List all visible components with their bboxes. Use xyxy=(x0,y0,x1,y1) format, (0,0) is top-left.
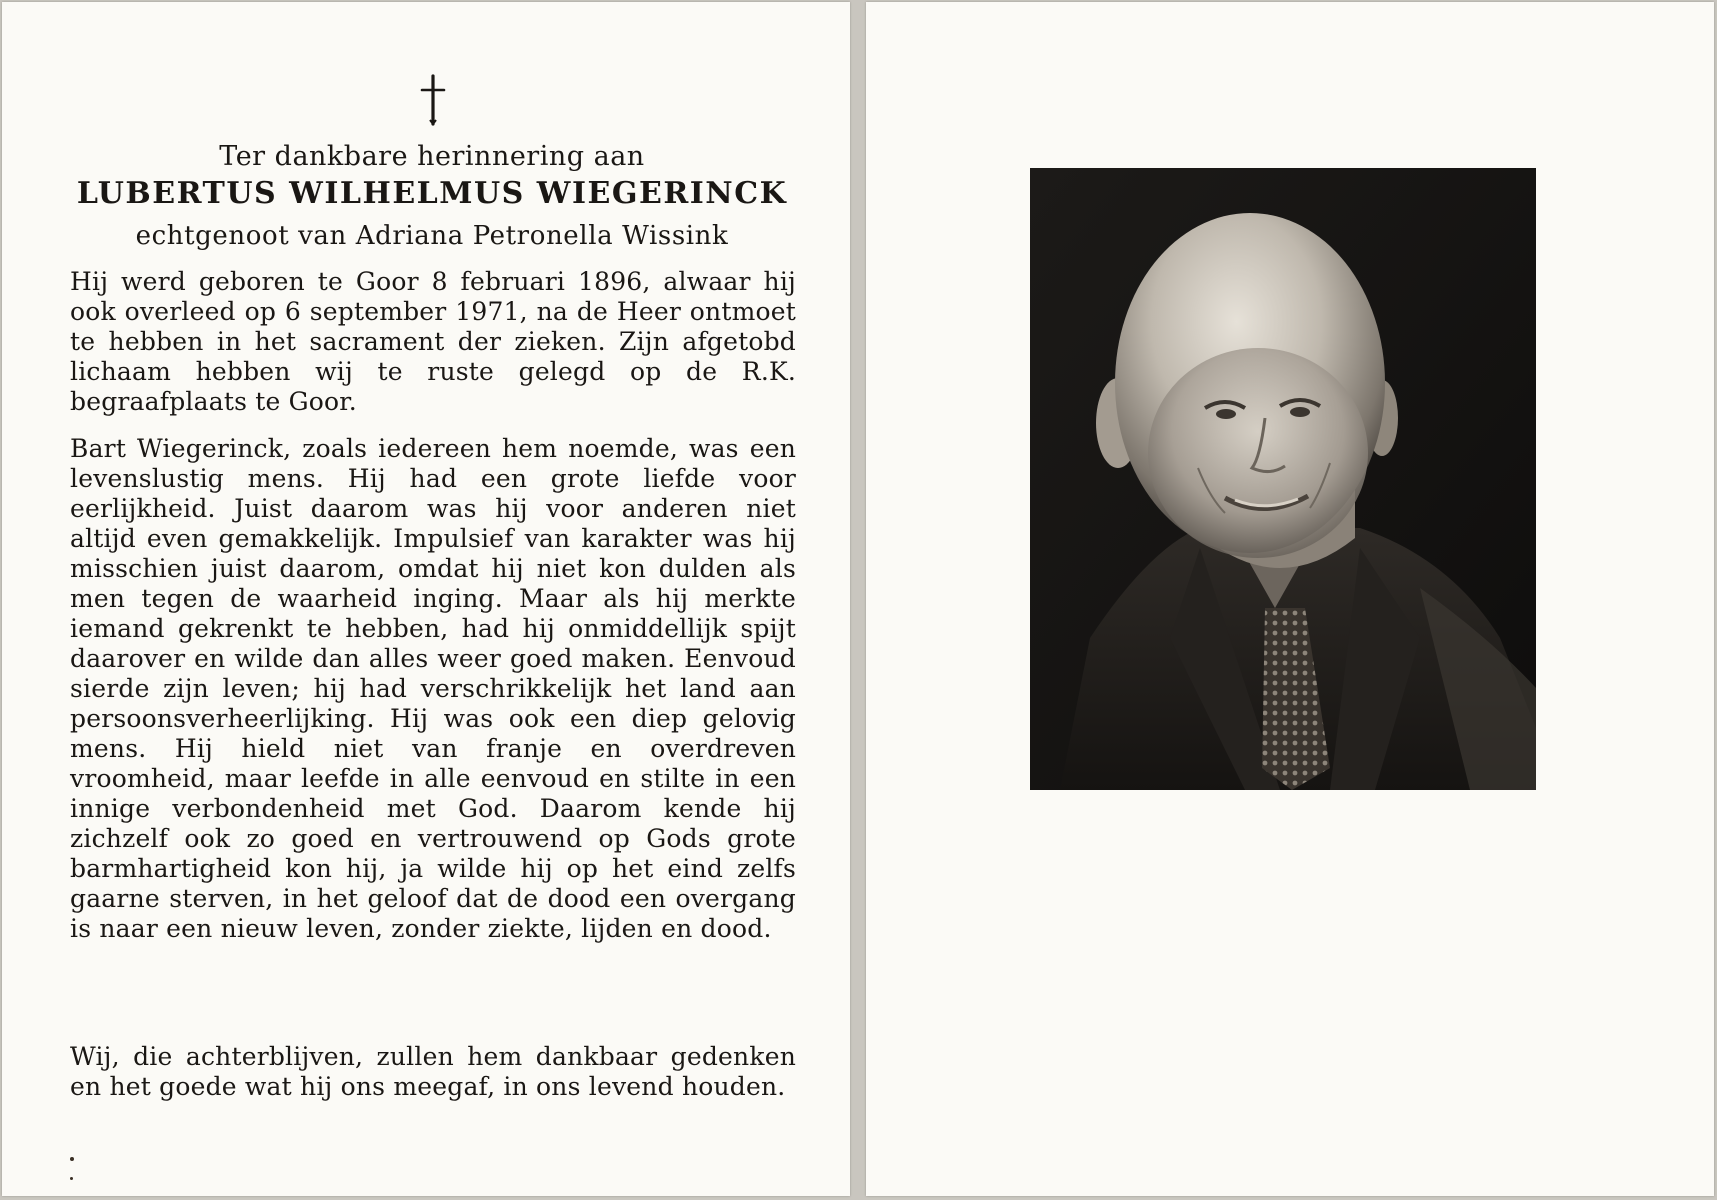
memorial-card-photo-side xyxy=(866,2,1714,1196)
tribute-paragraph: Bart Wiegerinck, zoals iedereen hem noemde, was een levenslustig mens. Hij had een grote liefde voor eerlijkheid. Juist daarom was hij voor anderen niet altijd even gemakkelijk. Impulsief van karakter was hij misschien juist daarom, omdat hij niet kon dulden als men tegen de waarheid inging. Maar als hij merkte iemand gekrenkt te hebben, had hij onmiddellijk spijt daarover en wilde dan alles weer goed maken. Eenvoud sierde zijn leven; hij had verschrikkelijk het land aan persoonsverheerlijking. Hij was ook een diep gelovig mens. Hij hield niet van franje en overdreven vroomheid, maar leefde in alle eenvoud en stilte in een innige verbondenheid met God. Daarom kende hij zichzelf ook zo goed en vertrouwend op Gods grote barmhartigheid kon hij, ja wilde hij op het eind zelfs gaarne sterven, in het geloof dat de dood een overgang is naar een nieuw leven, zonder ziekte, lijden en dood. xyxy=(70,434,796,943)
memorial-card-text-side xyxy=(2,2,850,1196)
portrait-photo xyxy=(1030,168,1536,790)
closing-paragraph: Wij, die achterblijven, zullen hem dankbaar gedenken en het goede wat hij ons meegaf, in ons levend houden. xyxy=(70,1042,796,1101)
ink-speck xyxy=(70,1177,73,1180)
biography-paragraph: Hij werd geboren te Goor 8 februari 1896, alwaar hij ook overleed op 6 september 1971, na de Heer ontmoet te hebben in het sacrament der zieken. Zijn afgetobd lichaam hebben wij te ruste gelegd op de R.K. begraafplaats te Goor. xyxy=(70,267,796,416)
intro-line: Ter dankbare herinnering aan xyxy=(219,141,645,172)
ink-speck xyxy=(70,1157,74,1161)
spouse-line: echtgenoot van Adriana Petronella Wissink xyxy=(135,221,729,251)
deceased-name: LUBERTUS WILHELMUS WIEGERINCK xyxy=(76,176,788,211)
latin-cross-icon xyxy=(418,74,448,126)
